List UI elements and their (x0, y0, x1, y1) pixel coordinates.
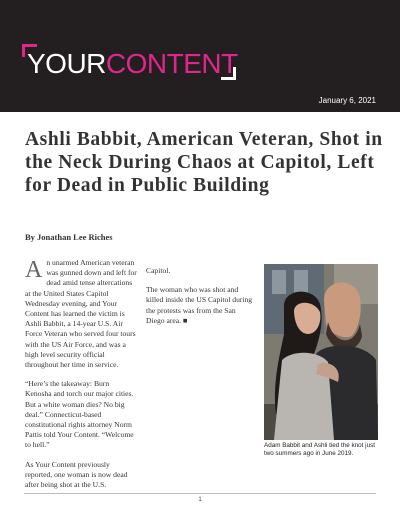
article-column-2 (146, 266, 256, 335)
end-mark-icon: ■ (182, 315, 188, 325)
publish-date: January 6, 2021 (318, 96, 376, 105)
logo-wordmark (27, 50, 238, 78)
paragraph-3: As Your Content previously reported, one woman is now dead after being shot at the U.S. (25, 459, 128, 490)
article-headline: Ashli Babbit, American Veteran, Shot in the Neck During Chaos at Capitol, Left for Dead in Public Building (25, 129, 383, 196)
page-number: 1 (198, 497, 202, 503)
article-column-1 (25, 258, 137, 499)
paragraph-4: Capitol. (146, 266, 171, 275)
logo-bracket-bottom-right (221, 67, 236, 80)
paragraph-1 (25, 258, 137, 370)
article-byline: By Jonathan Lee Riches (25, 232, 113, 242)
paragraph-1-text: n unarmed American veteran was gunned down and left for dead amid tense altercations at the United States Capitol Wednesday evening, and Your Content has learned the victim is Ashli Babbit, a 14-year U.S. Air Force Veteran who served four tours with the US Air Force, and was a high level security official throughout her time in service. (25, 258, 137, 370)
article-photo[interactable] (264, 264, 378, 440)
logo-word-content: CONTENT (105, 48, 238, 79)
drop-cap: A (25, 257, 43, 283)
masthead (0, 0, 400, 112)
footer-divider (24, 493, 376, 494)
couple-photo-illustration (264, 264, 378, 440)
paragraph-5 (146, 285, 256, 326)
logo-word-your: YOUR (27, 48, 106, 79)
your-content-logo[interactable] (22, 44, 236, 80)
paragraph-5-text: The woman who was shot and killed inside the US Capitol during the protests was from the San Diego area. (146, 285, 253, 325)
paragraph-2: “Here’s the takeaway: Burn Kenosha and torch our major cities. But a white woman dies? No big deal.” Connecticut-based constitutional rights attorney Norm Pattis told Your Content. “Welcome to hell.” (25, 379, 134, 450)
photo-caption: Adam Babbit and Ashli tied the knot just two summers ago in June 2019. (264, 442, 375, 457)
